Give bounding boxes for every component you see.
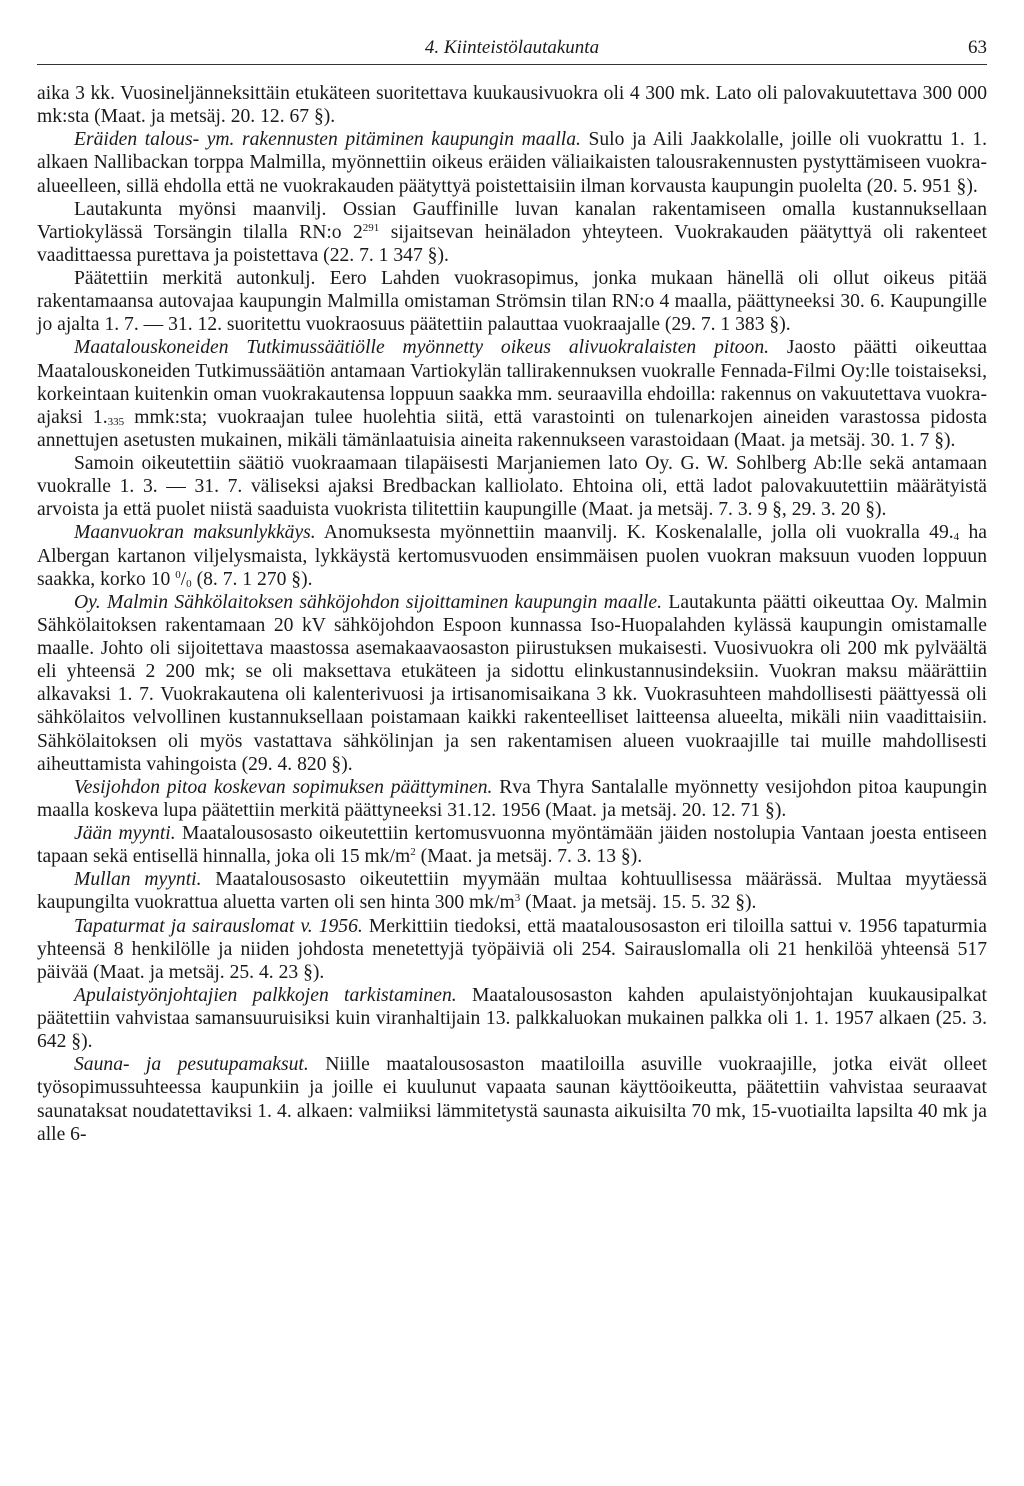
section-heading: Maanvuokran maksunlykkäys. bbox=[74, 522, 316, 544]
text-run: (8. 7. 1 270 §). bbox=[191, 568, 313, 590]
body-text bbox=[37, 82, 987, 1146]
paragraph bbox=[37, 868, 987, 914]
running-header bbox=[37, 36, 987, 60]
text-run: Lautakunta päätti oikeuttaa Oy. Malmin Sähkölaitoksen rakentamaan 20 kV sähköjohdon Espoon kunnassa Iso-Huopalahden kylässä kaupungin omistamalle maalle. Johto oli sijoitettava maastossa asemakaavaosaston piirustuksen mukaisesti. Vuosivuokra oli 200 mk pylväältä eli yhteensä 2 200 mk; se oli maksettava etukäteen ja sidottu elinkustannusindeksiin. Vuokran maksu määrättiin alkavaksi 1. 7. Vuokrakautena oli kalenterivuosi ja irtisanomisaikana 3 kk. Vuokrasuhteen mahdollisesti päättyessä oli sähkölaitos velvollinen kustannuksellaan poistamaan kaikki rakenteelliset laitteensa alueelta, mikäli niin vaadittaisiin. Sähkölaitoksen oli myös vastattava sähkölinjan ja sen rakentamisen alueen vuokraajille tai muille mahdollisesti aiheuttamista vahingoista (29. 4. 820 §). bbox=[37, 591, 988, 775]
text-run: Jaosto päätti oikeuttaa Maatalouskoneiden Tutkimussäätiön antamaan Vartiokylän tallirakennuksen vuokralle Fennada-Filmi Oy:lle toistaiseksi, korkeintaan kuitenkin oman vuokrakautensa loppuun saakka mm. seuraavilla ehdoilla: rakennus on vakuutettava vuokra-ajaksi 1. bbox=[37, 337, 987, 428]
section-heading: Sauna- ja pesutupamaksut. bbox=[74, 1054, 309, 1076]
paragraph bbox=[37, 591, 987, 776]
text-run: sijaitsevan heinäladon yhteyteen. Vuokrakauden päätyttyä oli rakenteet vaadittaessa purettava ja poistettava (22. 7. 1 347 §). bbox=[37, 221, 987, 266]
text-run: (Maat. ja metsäj. 15. 5. 32 §). bbox=[520, 892, 757, 914]
text-run: 3 bbox=[514, 892, 521, 905]
text-run: Päätettiin merkitä autonkulj. Eero Lahden vuokrasopimus, jonka mukaan hänellä oli ollut oikeus pitää rakentamaansa autovajaa kaupungin Malmilla omistaman Strömsin tilan RN:o 4 maalla, päättyneeksi 30. 6. Kaupungille jo ajalta 1. 7. — 31. 12. suoritettu vuokraosuus päätettiin palauttaa vuokraajalle (29. 7. 1 383 §). bbox=[37, 268, 987, 336]
text-run: 291 bbox=[362, 221, 380, 234]
paragraph bbox=[37, 521, 987, 590]
section-heading: Eräiden talous- ym. rakennusten pitäminen kaupungin maalla. bbox=[74, 129, 581, 151]
paragraph bbox=[37, 776, 987, 822]
text-run: 0 bbox=[175, 568, 181, 581]
paragraph bbox=[37, 1053, 987, 1146]
text-run: 0 bbox=[186, 577, 192, 590]
paragraph bbox=[37, 452, 987, 521]
page-number: 63 bbox=[968, 37, 987, 58]
paragraph bbox=[37, 267, 987, 336]
paragraph bbox=[37, 82, 987, 128]
chapter-title: 4. Kiinteistölautakunta bbox=[424, 37, 600, 58]
text-run: 2 bbox=[410, 846, 416, 859]
text-run: 4 bbox=[953, 531, 960, 544]
text-run: Maatalousosasto oikeutettiin kertomusvuonna myöntämään jäiden nostolupia Vantaan joesta entiseen tapaan sekä entisellä hinnalla, joka oli 15 mk/m bbox=[37, 823, 987, 868]
text-run: Sulo ja Aili Jaakkolalle, joille oli vuokrattu 1. 1. alkaen Nallibackan torppa Malmilla, myönnettiin oikeus eräiden väliaikaisten talousrakennusten pystyttämiseen vuokra-alueelleen, sillä ehdolla että ne vuokrakauden päätyttyä poistettaisiin ilman korvausta kaupungin puolelta (20. 5. 951 §). bbox=[37, 129, 987, 197]
text-run: Maatalousosasto oikeutettiin myymään multaa kohtuullisessa määrässä. Multaa myytäessä kaupungilta vuokrattua aluetta varten oli sen hinta 300 mk/m bbox=[37, 869, 988, 914]
text-run: ha Albergan kartanon viljelysmaista, lykkäystä kertomusvuoden ensimmäisen puolen vuokran maksuun vuoden loppuun saakka, korko 10 bbox=[37, 522, 987, 590]
text-run: Anomuksesta myönnettiin maanvilj. K. Koskenalalle, jolla oli vuokralla 49. bbox=[315, 522, 954, 544]
section-heading: Oy. Malmin Sähkölaitoksen sähköjohdon sijoittaminen kaupungin maalle. bbox=[74, 591, 662, 613]
paragraph bbox=[37, 128, 987, 197]
text-run: Maatalousosaston kahden apulaistyönjohtajan kuukausipalkat päätettiin vahvistaa samansuuruisiksi kuin viranhaltijain 13. palkkaluokan mukainen palkka oli 1. 1. 1957 alkaen (25. 3. 642 §). bbox=[37, 984, 987, 1053]
text-run: Niille maatalousosaston maatiloilla asuville vuokraajille, jotka eivät olleet työsopimussuhteessa kaupunkiin ja joille ei kuulunut vapaata saunan käyttöoikeutta, päätettiin vahvistaa seuraavat saunataksat noudatettaviksi 1. 4. alkaen: valmiiksi lämmitetystä saunasta aikuisilta 70 mk, 15-vuotiailta lapsilta 40 mk ja alle 6- bbox=[37, 1054, 987, 1145]
section-heading: Jään myynti. bbox=[74, 823, 176, 844]
paragraph bbox=[37, 198, 987, 267]
text-run: mmk:sta; vuokraajan tulee huolehtia siitä, että varastointi on tulenarkojen aineiden varastossa pidosta annettujen asetusten mukainen, mikäli tämänlaatuisia aineita rakennukseen varastoidaan (Maat. ja metsäj. 30. 1. 7 §). bbox=[37, 406, 988, 451]
text-run: (Maat. ja metsäj. 7. 3. 13 §). bbox=[415, 846, 643, 868]
section-heading: Vesijohdon pitoa koskevan sopimuksen päättyminen. bbox=[74, 776, 493, 798]
paragraph bbox=[37, 822, 987, 868]
text-run: 335 bbox=[107, 415, 125, 428]
paragraph bbox=[37, 336, 987, 452]
text-run: Rva Thyra Santalalle myönnetty vesijohdon pitoa kaupungin maalla koskeva lupa päätettiin merkitä päättyneeksi 31.12. 1956 (Maat. ja metsäj. 20. 12. 71 §). bbox=[37, 776, 987, 821]
text-run: Samoin oikeutettiin säätiö vuokraamaan tilapäisesti Marjaniemen lato Oy. G. W. Sohlberg Ab:lle sekä antamaan vuokralle 1. 3. — 31. 7. väliseksi ajaksi Bredbackan kalliolato. Ehtoina oli, että ladot palovakuutettiin määrätyistä arvoista ja että puolet niistä saaduista vuokrista tilitettiin kaupungille (Maat. ja metsäj. 7. 3. 9 §, 29. 3. 20 §). bbox=[37, 453, 987, 521]
text-run: Lautakunta myönsi maanvilj. Ossian Gauffinille luvan kanalan rakentamiseen omalla kustannuksellaan Vartiokylässä Torsängin tilalla RN:o 2 bbox=[37, 198, 987, 243]
header-rule bbox=[37, 64, 987, 65]
paragraph bbox=[37, 915, 987, 984]
section-heading: Tapaturmat ja sairauslomat v. 1956. bbox=[74, 915, 363, 937]
section-heading: Mullan myynti. bbox=[74, 869, 202, 891]
text-run: / bbox=[180, 568, 187, 590]
section-heading: Maatalouskoneiden Tutkimussäätiölle myönnetty oikeus alivuokralaisten pitoon. bbox=[74, 337, 770, 359]
section-heading: Apulaistyönjohtajien palkkojen tarkistaminen. bbox=[74, 984, 457, 1006]
paragraph bbox=[37, 984, 987, 1053]
text-run: Merkittiin tiedoksi, että maatalousosaston eri tiloilla sattui v. 1956 tapaturmia yhteensä 8 henkilölle ja niiden johdosta menetettyjä työpäiviä oli 254. Sairauslomalla oli 21 henkilöä yhteensä 517 päivää (Maat. ja metsäj. 25. 4. 23 §). bbox=[37, 915, 987, 983]
text-run: aika 3 kk. Vuosineljänneksittäin etukäteen suoritettava kuukausivuokra oli 4 300 mk. Lato oli palovakuutettava 300 000 mk:sta (Maat. ja metsäj. 20. 12. 67 §). bbox=[37, 83, 987, 128]
